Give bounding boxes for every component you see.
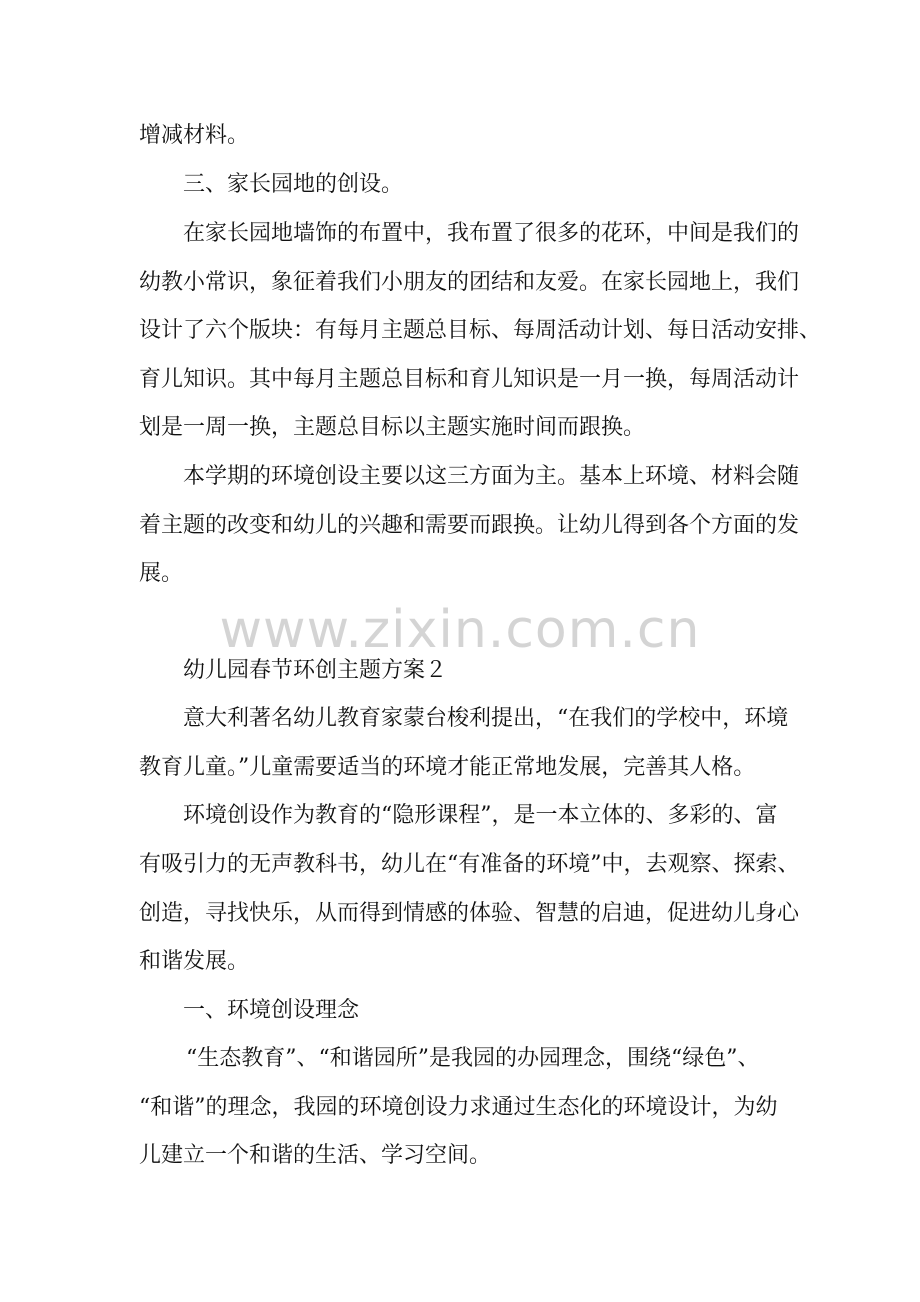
text-line: 有吸引力的无声教科书，幼儿在“有准备的环境”中，去观察、探索、: [139, 852, 800, 877]
text-line: 和谐发展。: [139, 949, 250, 974]
text-line: 幼教小常识，象征着我们小朋友的团结和友爱。在家长园地上，我们: [139, 270, 800, 295]
text-line: 展。: [139, 561, 184, 586]
text-line: 着主题的改变和幼儿的兴趣和需要而跟换。让幼儿得到各个方面的发: [139, 513, 800, 538]
text-line: 划是一周一换，主题总目标以主题实施时间而跟换。: [139, 415, 646, 440]
text-line: 在家长园地墙饰的布置中，我布置了很多的花环，中间是我们的: [183, 221, 800, 246]
text-line: 设计了六个版块：有每月主题总目标、每周活动计划、每日活动安排、: [139, 318, 822, 343]
watermark: www.zixin.com.cn: [219, 600, 701, 660]
section-heading: 一、环境创设理念: [183, 998, 360, 1023]
text-line: 教育儿童。”儿童需要适当的环境才能正常地发展，完善其人格。: [139, 755, 756, 780]
text-line: 创造，寻找快乐，从而得到情感的体验、智慧的启迪，促进幼儿身心: [139, 901, 800, 926]
text-line: 增减材料。: [139, 123, 250, 148]
text-line: 育儿知识。其中每月主题总目标和育儿知识是一月一换，每周活动计: [139, 367, 800, 392]
text-line: 本学期的环境创设主要以这三方面为主。基本上环境、材料会随: [183, 464, 800, 489]
text-line: 意大利著名幼儿教育家蒙台梭利提出，“在我们的学校中，环境: [183, 706, 789, 731]
section-heading: 三、家长园地的创设。: [183, 172, 404, 197]
text-line: 环境创设作为教育的“隐形课程”，是一本立体的、多彩的、富: [183, 803, 778, 828]
text-line: “生态教育”、“和谐园所”是我园的办园理念，围绕“绿色”、: [186, 1046, 760, 1071]
document-title: 幼儿园春节环创主题方案２: [183, 658, 448, 683]
text-line: 儿建立一个和谐的生活、学习空间。: [139, 1143, 492, 1168]
text-line: “和谐”的理念，我园的环境创设力求通过生态化的环境设计，为幼: [139, 1095, 778, 1120]
